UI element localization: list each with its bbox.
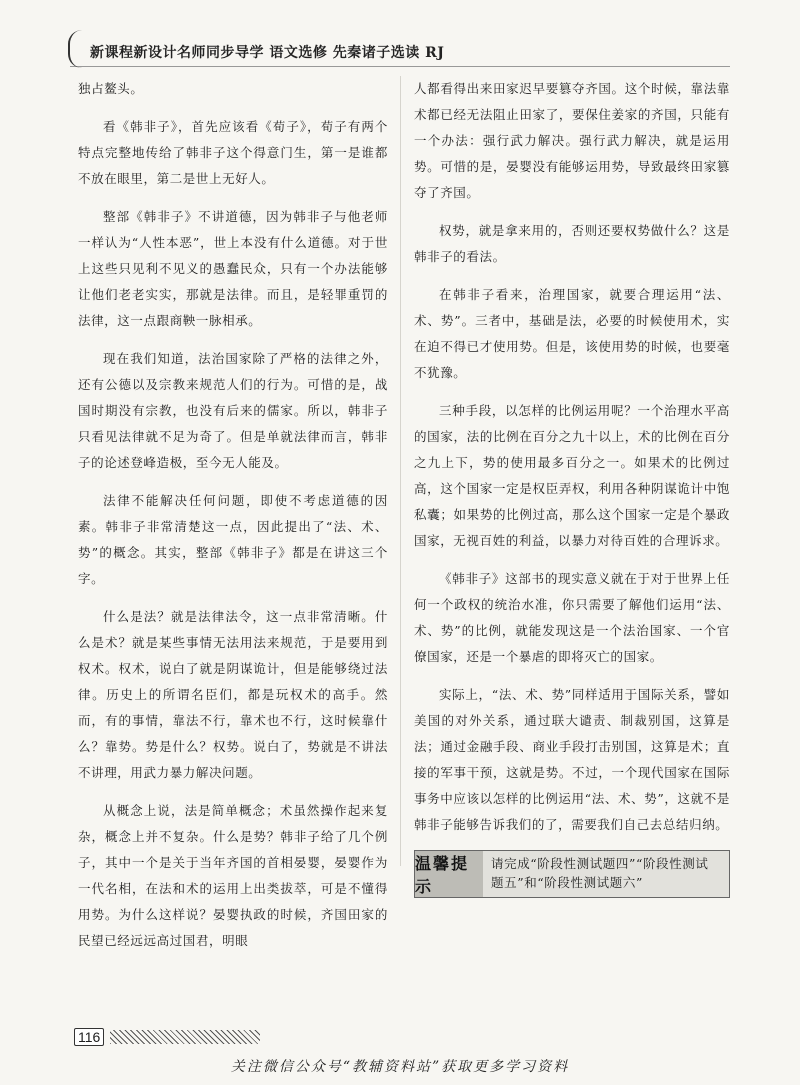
reminder-box	[414, 850, 730, 898]
right-column	[414, 76, 730, 898]
page-header	[70, 36, 730, 67]
paragraph: 人都看得出来田家迟早要篡夺齐国。这个时候，靠法靠术都已经无法阻止田家了，要保住姜家的齐国，只能有一个办法：强行武力解决。强行武力解决，就是运用势。可惜的是，晏婴没有能够运用势，导致最终田家篡夺了齐国。	[414, 81, 730, 200]
page-number: 116	[74, 1028, 104, 1046]
left-column	[78, 76, 388, 966]
paragraph: 独占鳌头。	[78, 81, 144, 96]
reminder-text: 请完成“阶段性测试题四”“阶段性测试题五”和“阶段性测试题六”	[483, 851, 729, 897]
paragraph: 看《韩非子》，首先应该看《荀子》，荀子有两个特点完整地传给了韩非子这个得意门生，第一是谁都不放在眼里，第二是世上无好人。	[78, 119, 388, 186]
paragraph: 整部《韩非子》不讲道德，因为韩非子与他老师一样认为“人性本恶”，世上本没有什么道德。对于世上这些只见利不见义的愚蠢民众，只有一个办法能够让他们老老实实，那就是法律。而且，是轻罪重罚的法律，这一点跟商鞅一脉相承。	[78, 209, 388, 328]
paragraph: 什么是法？就是法律法令，这一点非常清晰。什么是术？就是某些事情无法用法来规范，于是要用到权术。权术，说白了就是阴谋诡计，但是能够绕过法律。历史上的所谓名臣们，都是玩权术的高手。然而，有的事情，靠法不行，靠术也不行，这时候靠什么？靠势。势是什么？权势。说白了，势就是不讲法不讲理，用武力暴力解决问题。	[78, 609, 388, 780]
paragraph: 三种手段，以怎样的比例运用呢？一个治理水平高的国家，法的比例在百分之九十以上，术的比例在百分之九上下，势的使用最多百分之一。如果术的比例过高，这个国家一定是权臣弄权，利用各种阴谋诡计中饱私囊；如果势的比例过高，那么这个国家一定是个暴政国家，无视百姓的利益，以暴力对待百姓的合理诉求。	[414, 403, 730, 548]
paragraph: 从概念上说，法是简单概念；术虽然操作起来复杂，概念上并不复杂。什么是势？韩非子给了几个例子，其中一个是关于当年齐国的首相晏婴，晏婴作为一代名相，在法和术的运用上出类拔萃，可是不懂得用势。为什么这样说？晏婴执政的时候，齐国田家的民望已经远远高过国君，明眼	[78, 803, 388, 948]
header-curve-decoration	[68, 30, 84, 68]
paragraph: 权势，就是拿来用的，否则还要权势做什么？这是韩非子的看法。	[414, 223, 730, 264]
reminder-badge: 温馨提示	[415, 851, 483, 897]
book-title: 新课程新设计名师同步导学 语文选修 先秦诸子选读 RJ	[90, 45, 445, 61]
page-number-hatch-decoration	[110, 1030, 260, 1044]
paragraph: 现在我们知道，法治国家除了严格的法律之外，还有公德以及宗教来规范人们的行为。可惜的是，战国时期没有宗教，也没有后来的儒家。所以，韩非子只看见法律就不足为奇了。但是单就法律而言，韩非子的论述登峰造极，至今无人能及。	[78, 351, 388, 470]
paragraph: 《韩非子》这部书的现实意义就在于对于世界上任何一个政权的统治水准，你只需要了解他们运用“法、术、势”的比例，就能发现这是一个法治国家、一个官僚国家，还是一个暴虐的即将灭亡的国家。	[414, 571, 730, 664]
column-divider	[400, 76, 401, 866]
paragraph: 实际上，“法、术、势”同样适用于国际关系，譬如美国的对外关系，通过联大谴责、制裁别国，这算是法；通过金融手段、商业手段打击别国，这算是术；直接的军事干预，这就是势。不过，一个现代国家在国际事务中应该以怎样的比例运用“法、术、势”，这就不是韩非子能够告诉我们的了，需要我们自己去总结归纳。	[414, 687, 730, 832]
paragraph: 在韩非子看来，治理国家，就要合理运用“法、术、势”。三者中，基础是法，必要的时候使用术，实在迫不得已才使用势。但是，该使用势的时候，也要毫不犹豫。	[414, 287, 730, 380]
paragraph: 法律不能解决任何问题，即使不考虑道德的因素。韩非子非常清楚这一点，因此提出了“法、术、势”的概念。其实，整部《韩非子》都是在讲这三个字。	[78, 493, 388, 586]
footer-watermark: 关注微信公众号“教辅资料站”获取更多学习资料	[230, 1059, 570, 1075]
